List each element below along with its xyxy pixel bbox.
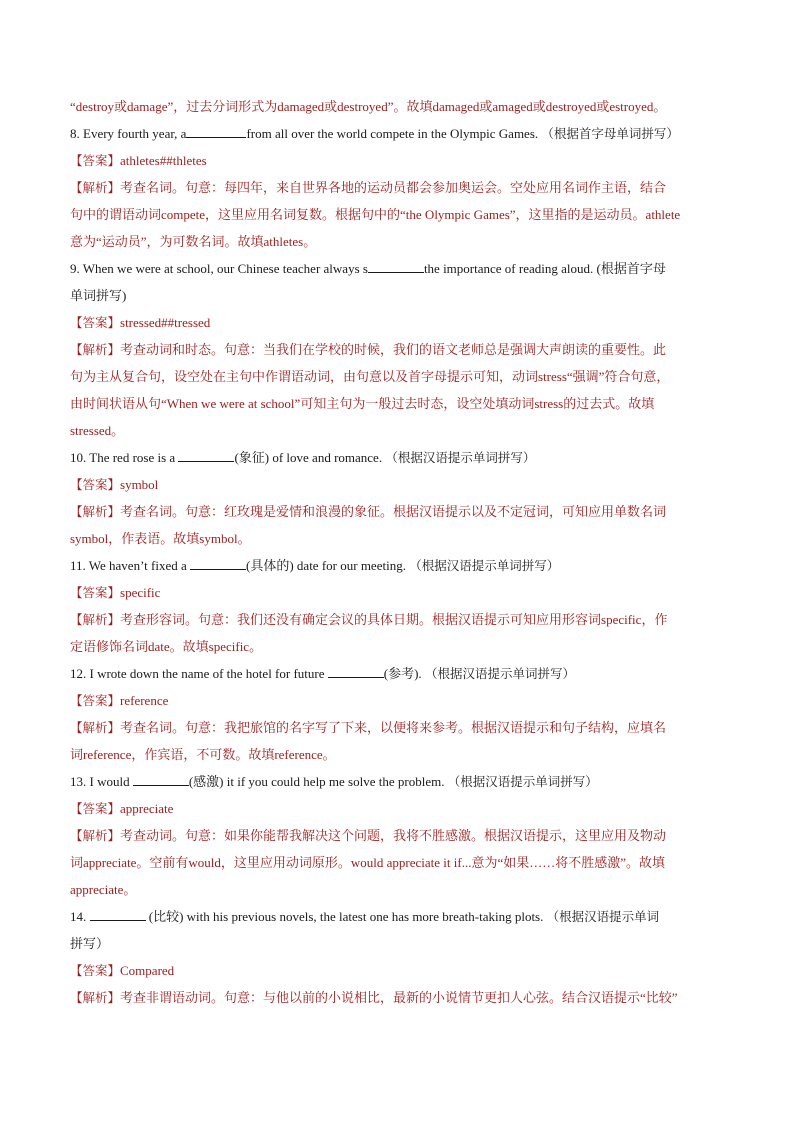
analysis-label: 【解析】 bbox=[70, 990, 121, 1005]
analysis-line: symbol，作表语。故填symbol。 bbox=[70, 531, 251, 546]
answer-line bbox=[70, 309, 730, 336]
analysis-label: 【解析】 bbox=[70, 342, 121, 357]
question-11 bbox=[70, 552, 730, 660]
question-8 bbox=[70, 120, 730, 255]
question-14 bbox=[70, 903, 730, 1011]
question-10 bbox=[70, 444, 730, 552]
analysis-line: stressed。 bbox=[70, 423, 125, 438]
question-stem: 13. I would (感激) it if you could help me solve the problem. （根据汉语提示单词拼写） bbox=[70, 768, 730, 795]
answer-value: Compared bbox=[120, 963, 175, 978]
answer-line bbox=[70, 687, 730, 714]
answer-value: appreciate bbox=[120, 801, 174, 816]
answer-label: 【答案】 bbox=[70, 693, 121, 708]
answer-value: stressed##tressed bbox=[120, 315, 211, 330]
answer-line bbox=[70, 957, 730, 984]
answer-value: reference bbox=[120, 693, 169, 708]
answer-blank[interactable] bbox=[186, 123, 246, 138]
answer-blank[interactable] bbox=[133, 771, 189, 786]
intro-paragraph: “destroy或damage”，过去分词形式为damaged或destroyed”。故填damaged或amaged或destroyed或estroyed。 bbox=[70, 99, 667, 114]
analysis-line: 【解析】考查动词。句意：如果你能帮我解决这个问题，我将不胜感激。根据汉语提示，这里应用及物动 bbox=[70, 828, 667, 843]
answer-value: athletes##thletes bbox=[120, 153, 207, 168]
answer-value: symbol bbox=[120, 477, 159, 492]
answer-blank[interactable] bbox=[178, 447, 234, 462]
analysis-label: 【解析】 bbox=[70, 828, 121, 843]
question-stem: 8. Every fourth year, a from all over the world compete in the Olympic Games. （根据首字母单词拼写） bbox=[70, 120, 730, 147]
answer-label: 【答案】 bbox=[70, 801, 121, 816]
question-13 bbox=[70, 768, 730, 903]
analysis-line: 由时间状语从句“When we were at school”可知主句为一般过去时态，设空处填动词stress的过去式。故填 bbox=[70, 396, 655, 411]
analysis-line: 词appreciate。空前有would，这里应用动词原形。would appreciate it if...意为“如果……将不胜感激”。故填 bbox=[70, 855, 666, 870]
question-stem-continued: 拼写） bbox=[70, 936, 110, 951]
answer-label: 【答案】 bbox=[70, 315, 121, 330]
question-stem: 14. (比较) with his previous novels, the latest one has more breath-taking plots. （根据汉语提示单词 bbox=[70, 903, 730, 930]
answer-line bbox=[70, 579, 730, 606]
analysis-line: 【解析】考查名词。句意：红玫瑰是爱情和浪漫的象征。根据汉语提示以及不定冠词，可知应用单数名词 bbox=[70, 504, 667, 519]
analysis-line: 【解析】考查名词。句意：每四年，来自世界各地的运动员都会参加奥运会。空处应用名词作主语，结合 bbox=[70, 180, 667, 195]
analysis-line: 【解析】考查非谓语动词。句意：与他以前的小说相比，最新的小说情节更扣人心弦。结合汉语提示“比较” bbox=[70, 990, 678, 1005]
answer-blank[interactable] bbox=[190, 555, 246, 570]
analysis-line: 意为“运动员”，为可数名词。故填athletes。 bbox=[70, 234, 317, 249]
answer-label: 【答案】 bbox=[70, 963, 121, 978]
question-stem-continued: 单词拼写) bbox=[70, 288, 127, 303]
analysis-line: 句为主从复合句，设空处在主句中作谓语动词，由句意以及首字母提示可知，动词stress“强调”符合句意， bbox=[70, 369, 670, 384]
answer-line bbox=[70, 147, 730, 174]
analysis-label: 【解析】 bbox=[70, 612, 121, 627]
analysis-label: 【解析】 bbox=[70, 720, 121, 735]
answer-blank[interactable] bbox=[90, 906, 146, 921]
analysis-label: 【解析】 bbox=[70, 180, 121, 195]
question-stem: 11. We haven’t fixed a (具体的) date for our meeting. （根据汉语提示单词拼写） bbox=[70, 552, 730, 579]
analysis-line: 词reference，作宾语，不可数。故填reference。 bbox=[70, 747, 336, 762]
answer-blank[interactable] bbox=[328, 663, 384, 678]
answer-line bbox=[70, 795, 730, 822]
answer-blank[interactable] bbox=[368, 258, 424, 273]
answer-value: specific bbox=[120, 585, 161, 600]
analysis-line: 定语修饰名词date。故填specific。 bbox=[70, 639, 263, 654]
question-12 bbox=[70, 660, 730, 768]
question-stem: 9. When we were at school, our Chinese teacher always s the importance of reading aloud. (根据首字母 bbox=[70, 255, 730, 282]
analysis-line: 句中的谓语动词compete，这里应用名词复数。根据句中的“the Olympic Games”，这里指的是运动员。athlete bbox=[70, 207, 681, 222]
question-stem: 10. The red rose is a (象征) of love and romance. （根据汉语提示单词拼写） bbox=[70, 444, 730, 471]
analysis-line: 【解析】考查名词。句意：我把旅馆的名字写了下来，以便将来参考。根据汉语提示和句子结构，应填名 bbox=[70, 720, 667, 735]
question-9 bbox=[70, 255, 730, 444]
answer-label: 【答案】 bbox=[70, 585, 121, 600]
answer-label: 【答案】 bbox=[70, 477, 121, 492]
question-stem: 12. I wrote down the name of the hotel for future (参考). （根据汉语提示单词拼写） bbox=[70, 660, 730, 687]
analysis-line: appreciate。 bbox=[70, 882, 137, 897]
answer-line bbox=[70, 471, 730, 498]
analysis-label: 【解析】 bbox=[70, 504, 121, 519]
analysis-line: 【解析】考查动词和时态。句意：当我们在学校的时候，我们的语文老师总是强调大声朗读的重要性。此 bbox=[70, 342, 667, 357]
answer-label: 【答案】 bbox=[70, 153, 121, 168]
analysis-line: 【解析】考查形容词。句意：我们还没有确定会议的具体日期。根据汉语提示可知应用形容词specific，作 bbox=[70, 612, 668, 627]
